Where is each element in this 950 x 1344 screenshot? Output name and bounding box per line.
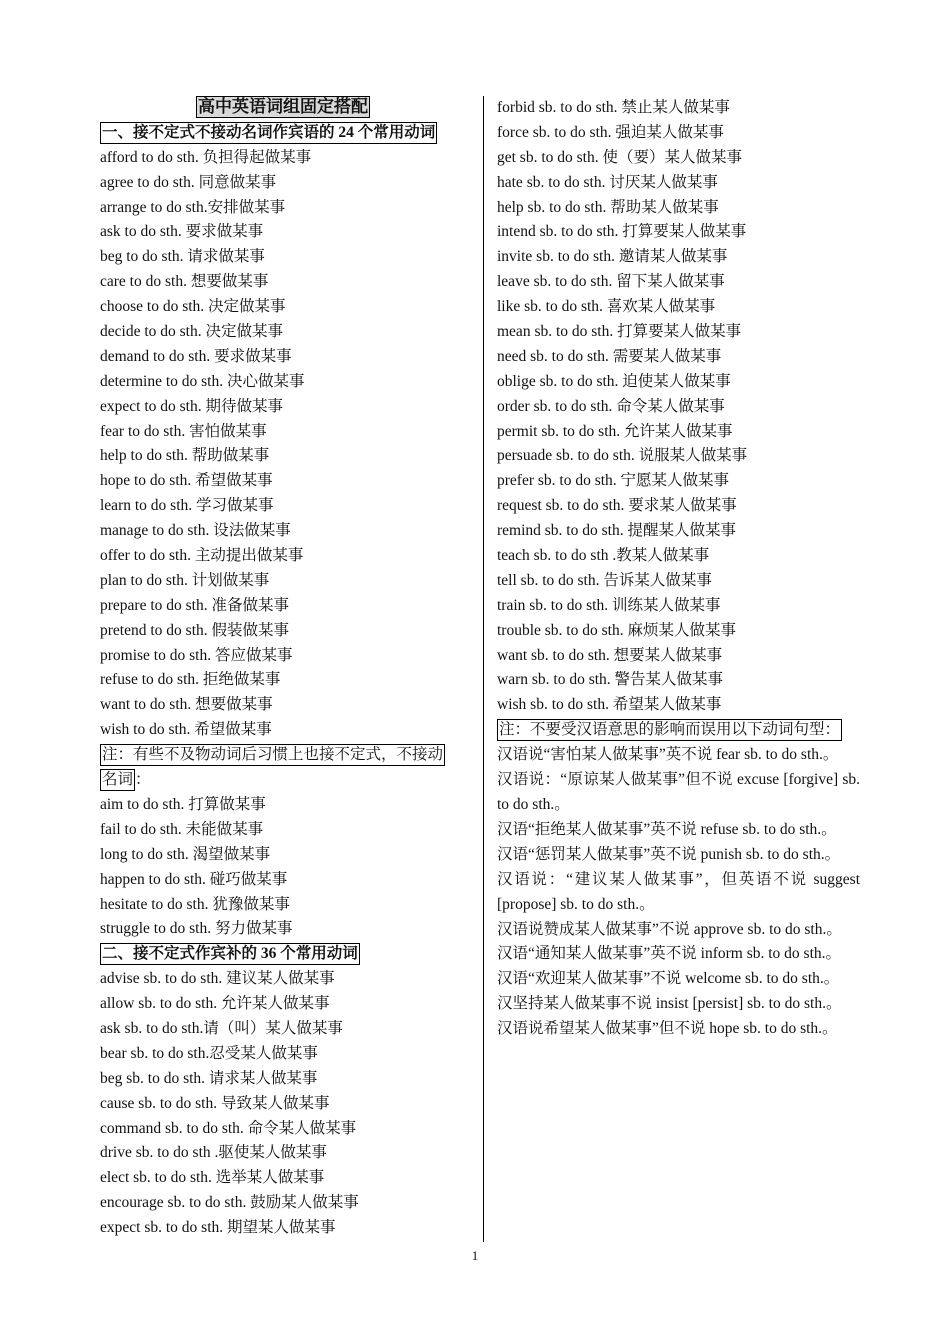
list-item: wish sb. to do sth. 希望某人做某事 (497, 696, 722, 714)
column-divider (483, 96, 484, 1242)
list-item: persuade sb. to do sth. 说服某人做某事 (497, 447, 748, 465)
list-item: forbid sb. to do sth. 禁止某人做某事 (497, 99, 730, 116)
page-number: 1 (471, 1248, 479, 1263)
list-item: hope to do sth. 希望做某事 (100, 472, 273, 490)
section2-list-right (497, 96, 860, 718)
list-item: struggle to do sth. 努力做某事 (100, 920, 293, 938)
list-item: promise to do sth. 答应做某事 (100, 646, 293, 664)
section2-note-heading-line (497, 718, 860, 743)
list-item: prepare to do sth. 准备做某事 (100, 596, 289, 614)
list-item: long to do sth. 渴望做某事 (100, 845, 271, 863)
list-item: fail to do sth. 未能做某事 (100, 820, 264, 838)
section1-heading: 一、接不定式不接动名词作宾语的 24 个常用动词 (100, 122, 437, 144)
list-item: get sb. to do sth. 使（要）某人做某事 (497, 148, 742, 166)
list-item: leave sb. to do sth. 留下某人做某事 (497, 273, 725, 291)
list-item: oblige sb. to do sth. 迫使某人做某事 (497, 372, 731, 390)
list-item: beg to do sth. 请求做某事 (100, 248, 265, 266)
list-item: invite sb. to do sth. 邀请某人做某事 (497, 248, 728, 266)
list-item: warn sb. to do sth. 警告某人做某事 (497, 671, 724, 689)
list-item: care to do sth. 想要做某事 (100, 273, 269, 291)
section1-note-colon: ： (135, 771, 151, 789)
list-item: trouble sb. to do sth. 麻烦某人做某事 (497, 621, 736, 639)
list-item: plan to do sth. 计划做某事 (100, 571, 270, 589)
section2-heading: 二、接不定式作宾补的 36 个常用动词 (100, 943, 360, 965)
list-item: demand to do sth. 要求做某事 (100, 347, 292, 365)
section2-heading-line (100, 942, 466, 967)
list-item: offer to do sth. 主动提出做某事 (100, 547, 304, 565)
note-paragraph: 汉语说：“建议某人做某事”，但英语不说 suggest [propose] sb. to do sth.。 (497, 870, 860, 913)
note-paragraph: 汉语说希望某人做某事”但不说 hope sb. to do sth.。 (497, 1020, 838, 1038)
section1-note (100, 743, 466, 793)
list-item: hesitate to do sth. 犹豫做某事 (100, 895, 290, 913)
list-item: expect sb. to do sth. 期望某人做某事 (100, 1219, 336, 1237)
section1-note-list (100, 793, 466, 942)
list-item: request sb. to do sth. 要求某人做某事 (497, 497, 737, 515)
note-paragraph: 汉语说“害怕某人做某事”英不说 fear sb. to do sth.。 (497, 746, 839, 764)
list-item: decide to do sth. 决定做某事 (100, 323, 283, 341)
list-item: want sb. to do sth. 想要某人做某事 (497, 646, 723, 664)
list-item: agree to do sth. 同意做某事 (100, 173, 277, 191)
left-column (100, 96, 466, 1241)
list-item: encourage sb. to do sth. 鼓励某人做某事 (100, 1194, 359, 1212)
list-item: arrange to do sth.安排做某事 (100, 198, 286, 216)
list-item: drive sb. to do sth .驱使某人做某事 (100, 1144, 327, 1162)
list-item: hate sb. to do sth. 讨厌某人做某事 (497, 173, 718, 191)
list-item: ask sb. to do sth.请（叫）某人做某事 (100, 1019, 343, 1037)
list-item: command sb. to do sth. 命令某人做某事 (100, 1119, 357, 1137)
section1-list (100, 146, 466, 743)
list-item: force sb. to do sth. 强迫某人做某事 (497, 123, 724, 141)
list-item: choose to do sth. 决定做某事 (100, 298, 286, 316)
list-item: need sb. to do sth. 需要某人做某事 (497, 347, 722, 365)
note-paragraph: 汉语“惩罚某人做某事”英不说 punish sb. to do sth.。 (497, 845, 841, 863)
list-item: pretend to do sth. 假装做某事 (100, 621, 289, 639)
section2-list-left (100, 967, 466, 1241)
list-item: fear to do sth. 害怕做某事 (100, 422, 267, 440)
list-item: manage to do sth. 设法做某事 (100, 522, 291, 540)
list-item: elect sb. to do sth. 选举某人做某事 (100, 1169, 325, 1187)
note-paragraph: 汉语说赞成某人做某事”不说 approve sb. to do sth.。 (497, 920, 842, 938)
list-item: happen to do sth. 碰巧做某事 (100, 870, 288, 888)
list-item: advise sb. to do sth. 建议某人做某事 (100, 970, 335, 988)
list-item: bear sb. to do sth.忍受某人做某事 (100, 1044, 318, 1062)
list-item: learn to do sth. 学习做某事 (100, 497, 274, 515)
list-item: expect to do sth. 期待做某事 (100, 397, 283, 415)
list-item: wish to do sth. 希望做某事 (100, 721, 272, 739)
list-item: cause sb. to do sth. 导致某人做某事 (100, 1094, 330, 1112)
list-item: ask to do sth. 要求做某事 (100, 223, 264, 241)
list-item: help sb. to do sth. 帮助某人做某事 (497, 198, 719, 216)
document-title: 高中英语词组固定搭配 (198, 97, 368, 116)
list-item: aim to do sth. 打算做某事 (100, 795, 266, 813)
list-item: remind sb. to do sth. 提醒某人做某事 (497, 522, 736, 540)
list-item: refuse to do sth. 拒绝做某事 (100, 671, 281, 689)
section2-note-list (497, 743, 860, 1042)
list-item: teach sb. to do sth .教某人做某事 (497, 547, 710, 565)
note-paragraph: 汉坚持某人做某事不说 insist [persist] sb. to do sth.。 (497, 995, 842, 1013)
list-item: intend sb. to do sth. 打算要某人做某事 (497, 223, 747, 241)
section1-heading-line (100, 121, 466, 146)
list-item: prefer sb. to do sth. 宁愿某人做某事 (497, 472, 730, 490)
list-item: order sb. to do sth. 命令某人做某事 (497, 397, 725, 415)
title-line (100, 96, 466, 121)
note-paragraph: 汉语“拒绝某人做某事”英不说 refuse sb. to do sth.。 (497, 820, 837, 838)
note-paragraph: 汉语“欢迎某人做某事”不说 welcome sb. to do sth.。 (497, 970, 840, 988)
list-item: mean sb. to do sth. 打算要某人做某事 (497, 323, 742, 341)
list-item: help to do sth. 帮助做某事 (100, 447, 270, 465)
list-item: beg sb. to do sth. 请求某人做某事 (100, 1069, 318, 1087)
list-item: determine to do sth. 决心做某事 (100, 372, 305, 390)
list-item: tell sb. to do sth. 告诉某人做某事 (497, 571, 712, 589)
note-paragraph: 汉语“通知某人做某事”英不说 inform sb. to do sth.。 (497, 945, 841, 963)
section1-note-line1: 注：有些不及物动词后习惯上也接不定式，不接动 (100, 744, 445, 766)
section1-note-line2: 名词 (100, 769, 135, 791)
list-item: train sb. to do sth. 训练某人做某事 (497, 596, 721, 614)
list-item: like sb. to do sth. 喜欢某人做某事 (497, 298, 716, 316)
list-item: want to do sth. 想要做某事 (100, 696, 273, 714)
right-column (497, 96, 860, 1042)
list-item: permit sb. to do sth. 允许某人做某事 (497, 422, 733, 440)
note-paragraph: 汉语说：“原谅某人做某事”但不说 excuse [forgive] sb. to do sth.。 (497, 771, 860, 813)
section2-note-heading: 注：不要受汉语意思的影响而误用以下动词句型： (497, 719, 842, 741)
list-item: allow sb. to do sth. 允许某人做某事 (100, 995, 330, 1013)
list-item: afford to do sth. 负担得起做某事 (100, 148, 312, 166)
